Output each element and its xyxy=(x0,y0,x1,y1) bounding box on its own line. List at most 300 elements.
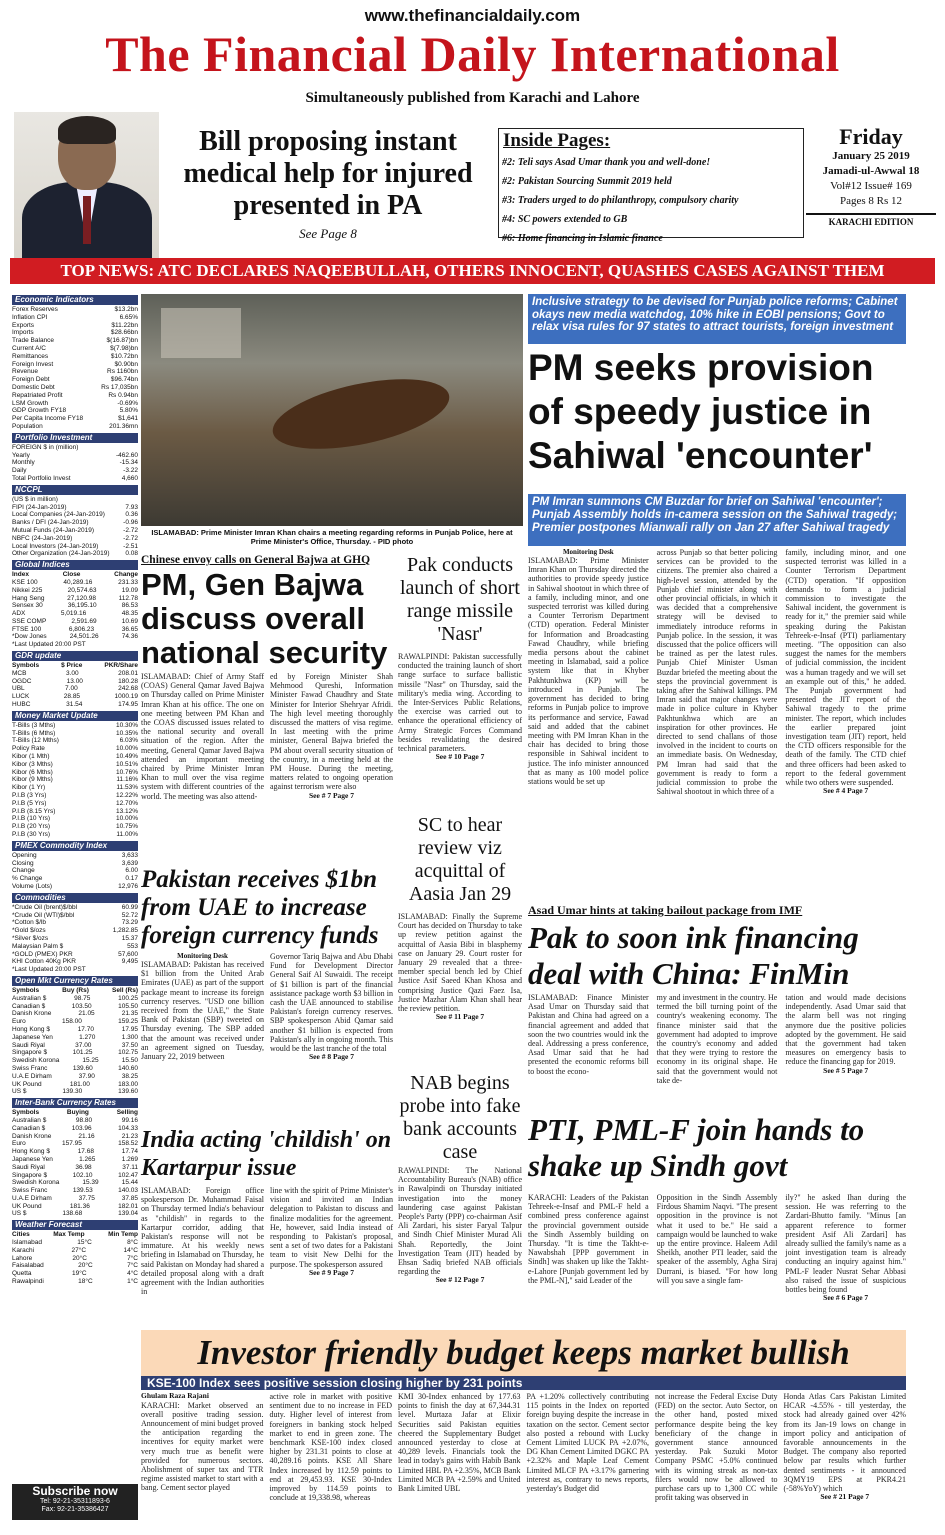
row-value: 15.37 xyxy=(121,934,138,942)
row-label: Per Capita Income FY18 xyxy=(12,415,84,423)
row-value: 10.00% xyxy=(115,745,138,753)
economic-title: Economic Indicators xyxy=(12,295,138,305)
row-label: KSE 100 xyxy=(12,578,38,586)
row-label: Swiss Franc xyxy=(12,1064,48,1072)
row-label: *Gold $/ozs xyxy=(12,927,46,935)
row-label: P.I.B (5 Yrs) xyxy=(12,799,47,807)
row-label: P.I.B (8.15 Yrs) xyxy=(12,807,56,815)
sindh-body xyxy=(528,1193,906,1325)
data-row xyxy=(12,345,138,353)
row-value: 74.36 xyxy=(121,633,138,641)
nab-body xyxy=(398,1166,522,1326)
data-row xyxy=(12,761,138,769)
column-header: Sell (Rs) xyxy=(111,986,138,994)
kartarpur-body xyxy=(141,1186,393,1326)
inside-page-item[interactable]: #2: Pakistan Sourcing Summit 2019 held xyxy=(502,175,672,187)
row-label: Local Investors (24-Jan-2019) xyxy=(12,542,99,550)
row-value: 112.78 xyxy=(118,594,138,602)
data-row xyxy=(12,1026,138,1034)
row-value: 98.75 xyxy=(74,994,91,1002)
pm-story-byline: Monitoring Desk xyxy=(562,548,614,556)
row-value: 102.75 xyxy=(118,1049,138,1057)
row-value: 12.22% xyxy=(115,792,138,800)
row-label: UK Pound xyxy=(12,1202,42,1210)
money-market xyxy=(12,711,138,839)
row-label: Kibor (1 Mth) xyxy=(12,753,50,761)
column-header: Buying xyxy=(66,1109,89,1117)
row-label: OGDC xyxy=(12,677,32,685)
data-row xyxy=(12,368,138,376)
row-value: 181.00 xyxy=(69,1080,90,1088)
sindh-col2: Opposition in the Sindh Assembly Firdous Shamim Naqvi. "The present opposition in the province is not what it used to be." He said a campaign would be launched to wake up the entire province. Haleem Adil Sheikh, another PTI leader, said the speaker of the assembly, Agha Siraj Durrani, is biased. "For how long will you save a single fam- xyxy=(656,1193,778,1285)
inside-page-item[interactable]: #3: Traders urged to do philanthropy, compulsory charity xyxy=(502,194,739,206)
issue-hijri-date: Jamadi-ul-Awwal 18 xyxy=(822,165,920,178)
row-label: U.A.E Dirham xyxy=(12,1072,52,1080)
global-note: *Last Updated 20:00 PST xyxy=(12,641,86,649)
pmex-index xyxy=(12,841,138,891)
market-headline[interactable]: Investor friendly budget keeps market bullish xyxy=(141,1330,906,1376)
row-value: 40,289.16 xyxy=(63,578,93,586)
row-value: 6,806.23 xyxy=(68,625,95,633)
row-value: 103.50 xyxy=(71,1002,92,1010)
row-label: *Crude Oil (brent)$/bbl xyxy=(12,903,78,911)
data-row xyxy=(12,550,138,558)
bajwa-kicker: Chinese envoy calls on General Bajwa at GHQ xyxy=(141,554,371,566)
row-value: 159.25 xyxy=(118,1018,138,1026)
row-value: 158.52 xyxy=(118,1140,138,1148)
row-value: -15.34 xyxy=(119,459,138,467)
market-continued[interactable]: See # 21 Page 7 xyxy=(820,1492,870,1502)
column-header: Min Temp xyxy=(108,1231,138,1239)
china-col3: tation and would made decisions independently. Asad Umar said that the alarm bell was not ringing anymore due the positive policies adopted by the government. He said that the government had taken measures on emergency basis to reduce the financing gap for 2019. xyxy=(785,993,907,1067)
data-row xyxy=(12,527,138,535)
row-label: Danish Krone xyxy=(12,1132,52,1140)
data-row xyxy=(12,883,138,891)
row-value: Rs 0.94bn xyxy=(108,391,138,399)
data-row xyxy=(12,1133,138,1141)
china-body xyxy=(528,993,906,1108)
row-label: MCB xyxy=(12,669,27,677)
row-label: US $ xyxy=(12,1088,27,1096)
row-value: 139.30 xyxy=(62,1088,83,1096)
row-value: 181.36 xyxy=(69,1202,90,1210)
row-label: US $ xyxy=(12,1210,27,1218)
data-row xyxy=(12,904,138,912)
nccpl-note: (US $ in million) xyxy=(12,495,58,503)
row-value: 37.90 xyxy=(78,1072,95,1080)
row-value: 1.265 xyxy=(79,1155,96,1163)
row-label: Lahore xyxy=(12,1254,33,1262)
bajwa-body xyxy=(141,672,393,862)
row-label: P.I.B (3 Yrs) xyxy=(12,792,47,800)
row-value: 57,600 xyxy=(118,950,138,958)
row-label: Quetta xyxy=(12,1270,32,1278)
row-value: 100.25 xyxy=(118,994,138,1002)
row-label: Exports xyxy=(12,321,35,329)
row-value: 553 xyxy=(127,942,138,950)
column-header: Close xyxy=(62,571,81,579)
issue-info xyxy=(806,124,936,244)
row-label: Local Companies (24-Jan-2019) xyxy=(12,511,105,519)
row-value: 0.08 xyxy=(125,550,138,558)
row-value: 36.65 xyxy=(121,625,138,633)
data-row xyxy=(12,737,138,745)
row-value: 37.11 xyxy=(122,1163,138,1171)
row-label: FIPI (24-Jan-2019) xyxy=(12,503,67,511)
row-value: 201.36mn xyxy=(109,422,138,430)
data-row xyxy=(12,1081,138,1089)
row-value: $10.72bn xyxy=(110,352,138,360)
row-value: 7°C xyxy=(127,1254,138,1262)
row-label: Saudi Riyal xyxy=(12,1041,45,1049)
row-label: Singapore $ xyxy=(12,1171,48,1179)
row-value: 10.49% xyxy=(115,753,138,761)
row-value: 0.36 xyxy=(125,511,138,519)
interbank-header-row xyxy=(12,1109,138,1117)
row-value: 6.00 xyxy=(125,867,138,875)
row-label: Islamabad xyxy=(12,1239,42,1247)
market-subheadline: KSE-100 Index sees positive session closing higher by 231 points xyxy=(141,1376,906,1390)
row-value: 10.30% xyxy=(115,721,138,729)
china-kicker: Asad Umar hints at taking bailout package from IMF xyxy=(528,903,803,917)
row-value: 139.60 xyxy=(72,1064,93,1072)
row-label: Domestic Debt xyxy=(12,383,55,391)
row-value: 12,976 xyxy=(118,883,138,890)
row-value: 182.01 xyxy=(118,1202,138,1210)
row-value: 13.12% xyxy=(115,807,138,815)
row-value: 20,574.63 xyxy=(67,586,97,594)
tagline: Simultaneously published from Karachi and Lahore xyxy=(305,90,640,106)
row-label: *Dow Jones xyxy=(12,633,47,641)
row-value: 139.04 xyxy=(118,1210,138,1218)
data-row xyxy=(12,875,138,883)
data-row xyxy=(12,823,138,831)
sindh-headline[interactable]: PTI, PML-F join hands to shake up Sindh govt xyxy=(528,1112,865,1183)
row-value: 103.96 xyxy=(71,1124,92,1132)
gdr-update xyxy=(12,651,138,709)
row-value: 99.16 xyxy=(121,1116,138,1124)
data-row xyxy=(12,329,138,337)
row-value: 98.80 xyxy=(75,1116,93,1124)
data-row xyxy=(12,511,138,519)
data-row xyxy=(12,685,138,693)
issue-volume: Vol#12 Issue# 169 xyxy=(830,180,912,193)
row-value: 3,633 xyxy=(121,851,138,859)
subscribe-fax: Fax: 92-21-35386427 xyxy=(41,1506,109,1514)
row-label: T-Bills (6 Mths) xyxy=(12,729,56,737)
column-header: Selling xyxy=(116,1109,138,1117)
row-value: $1,641 xyxy=(118,415,138,423)
meeting-photo xyxy=(141,294,523,526)
row-value: Rs 1160bn xyxy=(107,368,138,376)
row-value: 1.269 xyxy=(121,1155,138,1163)
inside-page-item[interactable]: #4: SC powers extended to GB xyxy=(502,213,628,225)
row-label: *GOLD (PMEX) PKR xyxy=(12,950,73,958)
row-label: P.I.B (30 Yrs) xyxy=(12,831,51,839)
row-label: P.I.B (10 Yrs) xyxy=(12,815,51,823)
row-label: Monthly xyxy=(12,459,35,467)
row-label: U.A.E Dirham xyxy=(12,1194,52,1202)
data-row xyxy=(12,995,138,1003)
data-row xyxy=(12,618,138,626)
interbank-rates xyxy=(12,1098,138,1218)
china-headline[interactable]: Pak to soon ink financing deal with China: FinMin xyxy=(528,920,859,991)
row-value: 21.23 xyxy=(121,1132,138,1140)
data-row xyxy=(12,322,138,330)
nab-text: RAWALPINDI: The National Accountability Bureau's (NAB) office in Rawalpindi on Thursday initiated investigation into the money laundering case against Pakistan People's Party (PPP) co-chairman Asif Ali Zardari, his sister Faryal Talpur and Sindh Chief Minister Murad Ali Shah. Reportedly, the Joint Investigation Team (JIT) headed by Ehsan Sadiq briefed NAB officials regarding the xyxy=(398,1166,522,1277)
row-value: 1000.19 xyxy=(114,693,138,701)
row-value: 158.00 xyxy=(61,1018,82,1026)
data-row xyxy=(12,852,138,860)
row-value: 28.85 xyxy=(63,693,81,701)
data-row xyxy=(12,943,138,951)
data-row xyxy=(12,784,138,792)
data-row xyxy=(12,1172,138,1180)
row-label: Foreign Invest xyxy=(12,360,54,368)
market-col4: PA +1.20% collectively contributing 115 points in the Index on reported foreign buying despite the increase in taxation on the sector. Cement sector also posted a rebound with Lucky Cement Limited LUCK PA +2.07%, DG Khan Cement Limited DGKC PA +2.32% and Maple Leaf Cement Limited MLCF PA +3.17% garnering interest as, contrary to news reports, yesterday's Budget did xyxy=(526,1392,649,1494)
row-label: Malaysian Palm $ xyxy=(12,942,64,950)
data-row xyxy=(12,1278,138,1286)
row-label: Canadian $ xyxy=(12,1124,46,1132)
data-row xyxy=(12,519,138,527)
row-value: 7.00 xyxy=(65,685,78,693)
row-value: -2.51 xyxy=(123,542,138,550)
row-label: Hong Kong $ xyxy=(12,1025,50,1033)
uae-col2: Governor Tariq Bajwa and Abu Dhabi Fund for Development Director General Saif Al Suwaidi. The receipt of $1 billion is part of the financial assistance package worth $3 billion in cash the UAE announced to stabilise Pakistan's foreign currency reserves. SBP spokesperson Abid Qamar said another $1 billion is expected from Pakistan's ally in ongoing month. This would be the last tranche of the total xyxy=(270,952,393,1054)
data-row xyxy=(12,626,138,634)
subscribe-tel: Tel: 92-21-35311893-6 xyxy=(40,1498,110,1505)
row-value: 11.53% xyxy=(116,784,138,792)
row-label: Inflation CPI xyxy=(12,313,48,321)
row-value: 15°C xyxy=(77,1239,92,1247)
nasr-headline[interactable]: Pak conducts launch of short range missile 'Nasr' xyxy=(400,554,520,645)
data-row xyxy=(12,452,138,460)
row-value: 10.35% xyxy=(115,729,138,737)
row-value: Rs 17,035bn xyxy=(101,383,138,391)
bajwa-continued[interactable]: See # 7 Page 7 xyxy=(309,790,354,800)
portfolio-title: Portfolio Investment xyxy=(12,433,138,443)
row-label: Sensex 30 xyxy=(12,602,43,610)
data-row xyxy=(12,415,138,423)
data-row xyxy=(12,384,138,392)
data-row xyxy=(12,400,138,408)
subscribe-box[interactable] xyxy=(12,1484,138,1520)
column-header: $ Price xyxy=(61,662,83,670)
row-label: Closing xyxy=(12,859,34,867)
column-header: Index xyxy=(12,571,29,579)
row-value: 183.00 xyxy=(118,1080,138,1088)
row-value: 6.03% xyxy=(119,737,138,745)
row-label: GDP Growth FY18 xyxy=(12,407,67,415)
row-value: 15.39 xyxy=(82,1179,99,1187)
bajwa-headline[interactable]: PM, Gen Bajwa discuss overall national security xyxy=(141,567,388,670)
bajwa-col2: ed by Foreign Minister Shah Mehmood Qureshi, Information Minister Fawad Chaudhry and State Minister for Interior Shehryar Afridi. The high level meeting thoroughly discussed the matters of visa regime. In last meeting with the prime minister, General Bajwa briefed the PM about overall security situation of the country, in a meeting held at the PM House. During the meeting, matters related to ongoing operation against terrorism were also xyxy=(270,672,393,792)
uae-continued[interactable]: See # 8 Page 7 xyxy=(309,1052,354,1062)
data-row xyxy=(12,867,138,875)
row-value: $(16.87)bn xyxy=(106,337,138,345)
row-value: 10.75% xyxy=(115,823,138,831)
row-value: 2,591.69 xyxy=(71,617,97,625)
see-page-link[interactable]: See Page 8 xyxy=(299,226,357,241)
row-value: 15.50 xyxy=(121,1057,138,1065)
data-row xyxy=(12,535,138,543)
data-row xyxy=(12,595,138,603)
row-label: LUCK xyxy=(12,693,30,701)
row-value: 4°C xyxy=(127,1270,138,1278)
row-value: 3,639 xyxy=(121,859,138,867)
data-row xyxy=(12,722,138,730)
row-label: Euro xyxy=(12,1018,26,1026)
data-row xyxy=(12,958,138,966)
nab-headline[interactable]: NAB begins probe into fake bank accounts case xyxy=(399,1072,521,1163)
row-label: FTSE 100 xyxy=(12,625,42,633)
portfolio-investment xyxy=(12,433,138,483)
row-value: 1.270 xyxy=(79,1033,96,1041)
row-label: Kibor (3 Mths) xyxy=(12,760,53,768)
nasr-body xyxy=(398,652,522,812)
inside-page-item[interactable]: #2: Teli says Asad Umar thank you and well-done! xyxy=(502,156,711,168)
row-value: -2.72 xyxy=(123,526,138,534)
row-label: Population xyxy=(12,422,43,430)
column-header: Max Temp xyxy=(53,1231,85,1239)
sindh-col3: ily?" he asked Ihan during the session. He was referring to the Zardari-Bhutto family. "Minus [an apparent reference to former president Asif Ali Zardari] has already sullied the family's name as a joint investigation team is already conducting an inquiry against him." PML-F leader Nusrat Sehar Abbasi also raised the issue of suspicious bottles being found xyxy=(785,1193,907,1295)
pm-story-continued[interactable]: See # 4 Page 7 xyxy=(823,786,869,796)
top-news-banner[interactable]: TOP NEWS: ATC DECLARES NAQEEBULLAH, OTHERS INNOCENT, QUASHES CASES AGAINST THEM xyxy=(10,258,935,284)
market-byline: Ghulam Raza Rajani xyxy=(141,1391,209,1400)
data-row xyxy=(12,353,138,361)
weather-title: Weather Forecast xyxy=(12,1220,138,1230)
row-label: Kibor (9 Mths) xyxy=(12,776,53,784)
row-label: *Silver $/ozs xyxy=(12,934,49,942)
data-row xyxy=(12,701,138,709)
pm-story-col1: ISLAMABAD: Prime Minister Imran Khan on Thursday directed the authorities to provide speedy justice in Sahiwal shootout in which three of a family, including minor, and one suspected terrorist was killed during a Counter Terrorism Department (CTD) operation. Federal Minister for Information and Broadcasting Fawad Chaudhry, while briefing media persons about the cabinet meeting in Islamabad, said a police system like that in Khyber Pakhtunkhwa (KP) will be introduced in Punjab. The government has decided to bring reforms in Punjab police to improve its performance and service, Fawad said and added that the cabinet meeting with PM Imran Khan in the chair has decided to bring those responsible in Sahiwal incident to justice. The info minister announced that as many as 100 model police stations would be set up xyxy=(528,556,649,786)
row-label: T-Bills (3 Mths) xyxy=(12,721,56,729)
row-value: 174.95 xyxy=(118,701,138,709)
lead-headline[interactable]: Bill proposing instant medical help for injured presented in PA xyxy=(183,126,473,221)
data-row xyxy=(12,1049,138,1057)
row-value: 60.99 xyxy=(121,903,138,911)
asia-continued[interactable]: See # 11 Page 7 xyxy=(435,1012,485,1022)
gdr-title: GDR update xyxy=(12,651,138,661)
row-label: Total Portfolio Invest xyxy=(12,474,71,482)
data-row xyxy=(12,927,138,935)
row-label: Banks / DFI (24-Jan-2019) xyxy=(12,519,89,527)
data-row xyxy=(12,376,138,384)
data-row xyxy=(12,753,138,761)
row-label: Yearly xyxy=(12,451,30,459)
row-value: 3.00 xyxy=(65,669,79,677)
row-label: LSM Growth xyxy=(12,399,49,407)
china-continued[interactable]: See # 5 Page 7 xyxy=(823,1065,869,1075)
pm-story-banner: Inclusive strategy to be devised for Punjab police reforms; Cabinet okays new media watchdog, 10% hike in EOBI pensions; Govt to relax visa rules for 97 states to attract tourists, foreign investment xyxy=(528,294,906,344)
inside-pages-box xyxy=(498,128,804,244)
pm-story-headline[interactable]: PM seeks provision of speedy justice in Sahiwal 'encounter' xyxy=(528,347,874,476)
uae-headline[interactable]: Pakistan receives $1bn from UAE to increase foreign currency funds xyxy=(141,866,379,949)
nasr-continued[interactable]: See # 10 Page 7 xyxy=(435,752,485,762)
row-label: Kibor (6 Mths) xyxy=(12,768,53,776)
row-value: 17.68 xyxy=(77,1148,94,1156)
row-value: -462.60 xyxy=(115,451,138,459)
data-row xyxy=(12,1195,138,1203)
row-value: 36.98 xyxy=(75,1163,92,1171)
row-label: Policy Rate xyxy=(12,745,45,753)
row-label: Trade Balance xyxy=(12,337,55,345)
row-value: 4,660 xyxy=(121,474,138,482)
data-row xyxy=(12,1270,138,1278)
row-value: 20°C xyxy=(78,1262,93,1270)
pm-story-col2: across Punjab so that better policing services can be provided to the citizens. The premier also chaired a high-level session, attended by the Punjab chief minister along with other provincial officials, in which it was decided that a comprehensive strategy will be devised to immediately introduce reforms in Punjab police. In the session, it was discussed that the police officers will be trained as per the latest rules. Punjab Chief Minister Usman Buzdar briefed the meeting about the steps the provincial government is taking after the Sahiwal killings. PM Imran said that major changes were made in police culture in Khyber Pakhtunkhwa which are an inspiration for other provinces. He directed to send challans of those involved in the incident to courts on an immediate basis. On Wednesday, PM Imran had said that the government is ready to form a judicial commission to probe the Sahiwal shootout in which three of a xyxy=(656,548,778,797)
data-row xyxy=(12,587,138,595)
data-row xyxy=(12,1156,138,1164)
row-value: $28.66bn xyxy=(110,329,138,337)
data-row xyxy=(12,467,138,475)
row-value: 17.95 xyxy=(121,1025,138,1033)
row-value: 104.33 xyxy=(118,1124,138,1132)
data-row xyxy=(12,392,138,400)
row-label: *Cotton $/lb xyxy=(12,919,46,927)
asia-body xyxy=(398,912,522,1072)
row-value: 231.33 xyxy=(118,578,138,586)
data-row xyxy=(12,314,138,322)
data-row xyxy=(12,776,138,784)
data-row xyxy=(12,815,138,823)
market-sidebar xyxy=(12,293,138,1513)
data-row xyxy=(12,475,138,483)
inside-page-item[interactable]: #6: Home financing in Islamic finance xyxy=(502,232,663,244)
row-label: Hong Kong $ xyxy=(12,1148,50,1156)
row-value: 102.47 xyxy=(118,1171,138,1179)
website-url[interactable]: www.thefinancialdaily.com xyxy=(364,6,581,25)
china-col1: ISLAMABAD: Finance Minister Asad Umar on Thursday said that Pakistan and China had agreed on a financial agreement and added that soon the two countries would ink the deal. Addressing a press conference, Asad Umar said that he had presented the economic reforms bill to boost the econo- xyxy=(528,993,649,1076)
column-header: Cities xyxy=(12,1231,30,1239)
row-label: HUBC xyxy=(12,701,31,709)
row-label: Canadian $ xyxy=(12,1002,46,1010)
row-label: Forex Reserves xyxy=(12,306,58,313)
row-label: Rawalpindi xyxy=(12,1278,44,1286)
row-label: Volume (Lots) xyxy=(12,883,53,890)
row-value: 11.16% xyxy=(116,776,138,784)
sindh-col1: KARACHI: Leaders of the Pakistan Tehreek-e-Insaf and PML-F held a combined press conference against the provincial government outside the Sindh Assembly building on Thursday. "It is time the Takht-e-Nawabshah [PPP government in Sindh] was shaken up like the Takht-e-Lahore [Punjab government led by the PML-N]," said Leader of the xyxy=(528,1193,649,1285)
row-value: $(7.98)bn xyxy=(110,344,138,352)
bajwa-col1: ISLAMABAD: Chief of Army Staff (COAS) General Qamar Javed Bajwa on Thursday called on Prime Minister Imran Khan at his office. The one on one meeting between PM Khan and the COAS discussed issues related to the national security and overall situation of the region. After the meeting, General Qamar Javed Bajwa attended an important meeting chaired by Prime Minister Imran Khan to mull over the visa regime system with different countries of the world. The meeting was also attend- xyxy=(141,672,264,801)
row-label: Australian $ xyxy=(12,994,47,1002)
data-row xyxy=(12,808,138,816)
row-value: 12.70% xyxy=(115,799,138,807)
asia-headline[interactable]: SC to hear review viz acquittal of Aasia Jan 29 xyxy=(408,814,512,905)
row-value: 139.60 xyxy=(118,1088,138,1096)
nab-continued[interactable]: See # 12 Page 7 xyxy=(435,1275,485,1285)
column-header: Buy (Rs) xyxy=(62,986,89,994)
kartarpur-continued[interactable]: See # 9 Page 7 xyxy=(309,1267,354,1277)
row-value: 1°C xyxy=(127,1278,138,1286)
sindh-continued[interactable]: See # 6 Page 7 xyxy=(823,1293,869,1303)
kartarpur-headline[interactable]: India acting 'childish' on Kartarpur issue xyxy=(141,1127,392,1181)
row-label: Imports xyxy=(12,329,34,337)
row-value: 86.53 xyxy=(121,602,138,610)
uae-col1: ISLAMABAD: Pakistan has received $1 billion from the United Arab Emirates (UAE) as part of the support package meant to increase its foreign currency reserves. "USD one billion received from the UAE," the State Bank of Pakistan (SBP) tweeted on Thursday evening. The SBP added that the amount was received under an agreement signed on Tuesday, January 22, 2019 between xyxy=(141,960,264,1062)
asia-text: ISLAMABAD: Finally the Supreme Court has decided on Thursday to take up review petition against the acquittal of Aasia Bibi in blasphemy case on January 29. Court roster for January 29 revealed that a three-member special bench led by Chief Justice Asif Saeed Khan Khosa and comprising Justice Qazi Faez Isa, Justice Mazhar Alam Khan shall hear the review petition. xyxy=(398,912,522,1014)
data-row xyxy=(12,769,138,777)
china-col2: my and investment in the country. He termed the bill turning point of the country's weakening economy. The finance minister said that the government had adopted to improve the country's economy and added that they were trying to restore the economy in its original shape. He said that the government would not take de- xyxy=(656,993,778,1085)
kartarpur-col1: ISLAMABAD: Foreign office spokesperson Dr. Muhammad Faisal on Thursday termed India's behaviour as "childish" in regards to the Kartarpur corridor, adding that Pakistan's response will not be immature. At his weekly news briefing in Islamabad on Thursday, he said Pakistan on Monday had shared a detailed proposal along with a draft agreement with the Indian authorities in xyxy=(141,1186,264,1297)
nccpl xyxy=(12,485,138,558)
row-value: $11.22bn xyxy=(111,321,138,329)
kartarpur-col2: line with the spirit of Prime Minister's vision and invited an Indian delegation to Pakistan to discuss and finalize modalities for the agreement. He, however, said India instead of responding to Pakistan's proposal, sent a set of two dates for a Pakistani team to visit New Delhi for the purpose. The spokesperson assured xyxy=(270,1186,393,1269)
uae-body xyxy=(141,952,393,1122)
row-value: 37.00 xyxy=(75,1041,92,1049)
market-col2: active role in market with positive sentiment due to no increase in FED duty. Higher level of interest from foreigners in banking stock helped market to end in green zone. The benchmark KSE-100 index closed higher by 231.31 points to close at 40,289.16 points. KSE All Share Index increased by 112.59 points to end at 29,453.93. KSE 30-Index improved by 114.59 points to conclude at 19,338.98, whereas xyxy=(269,1392,392,1503)
row-label: Swiss Franc xyxy=(12,1187,48,1195)
